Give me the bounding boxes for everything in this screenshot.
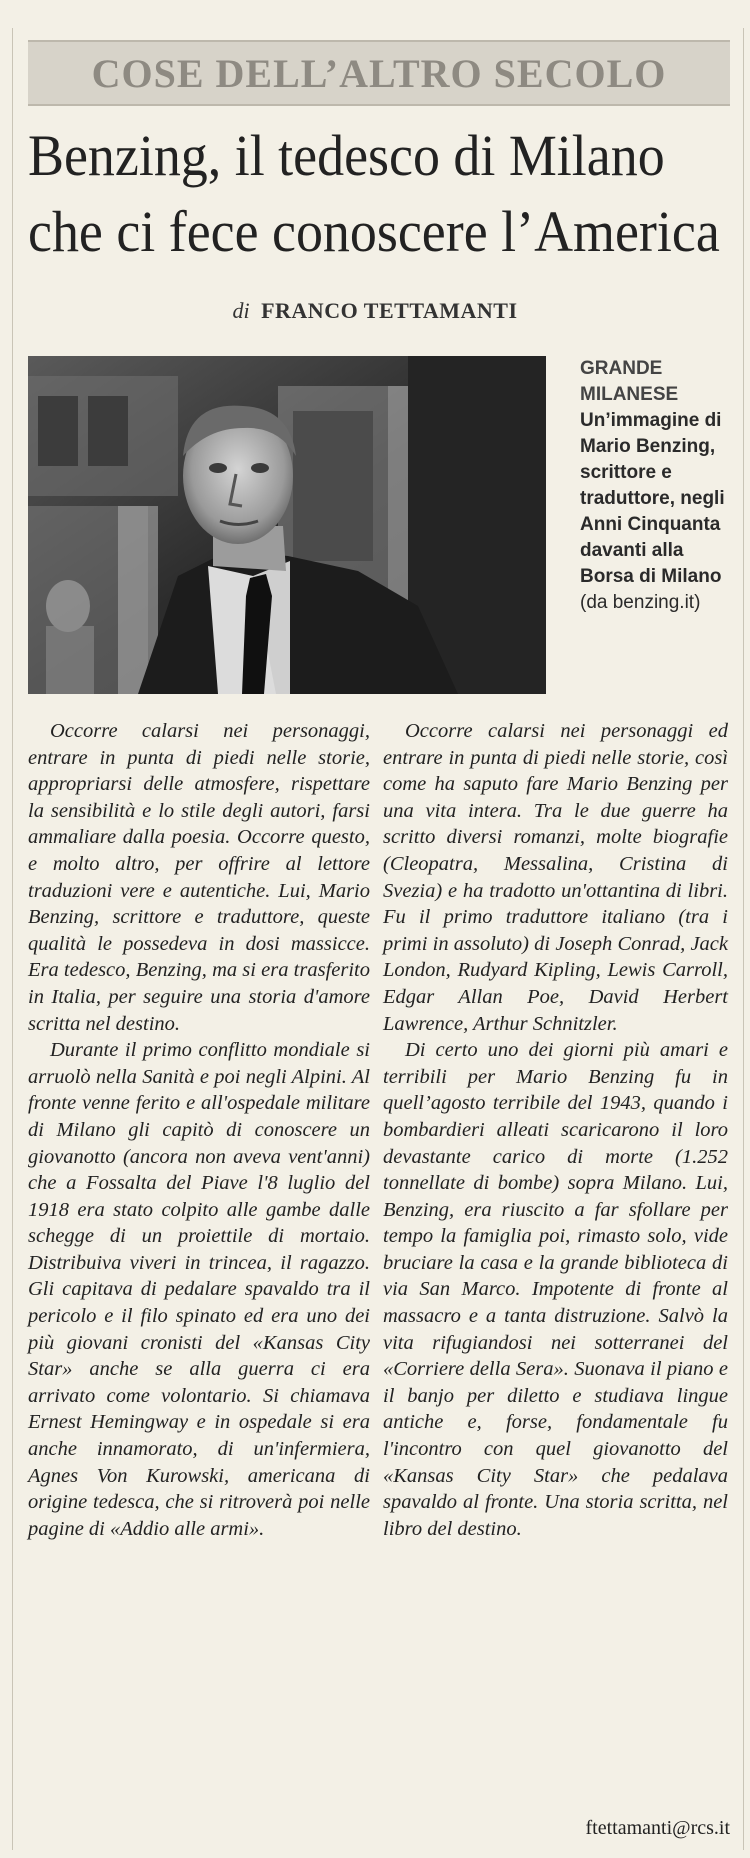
portrait-photo	[28, 356, 546, 694]
caption-title-line-1: GRANDE	[580, 358, 663, 379]
author-email: ftettamanti@rcs.it	[585, 1817, 730, 1839]
byline-prefix: di	[232, 298, 250, 323]
article-paragraph: Durante il primo conflitto mondiale si arruolò nella Sanità e poi negli Alpini. Al fronte venne ferito e all'ospedale militare di Milano gli capitò di conoscere un giovanotto (ancora non aveva vent'anni) che a Fossalta del Piave l'8 luglio del 1918 era stato colpito alle gambe dalle schegge di un proiettile di mortaio. Distribuiva viveri in trincea, il ragazzo. Gli capitava di pedalare spavaldo tra il pericolo e il filo spinato ed era uno dei più giovani cronisti del «Kansas City Star» anche se alla guerra ci era arrivato come volontario. Si chiamava Ernest Hemingway e in ospedale si era anche innamorato, di un'infermiera, Agnes Von Kurowski, americana di origine tedesca, che si ritroverà poi nelle pagine di «Addio alle armi».	[28, 1039, 370, 1540]
caption-body: Un’immagine di Mario Benzing, scrittore e traduttore, negli Anni Cinquanta davanti alla Borsa di Milano	[580, 410, 725, 587]
rubric-label: COSE DELL’ALTRO SECOLO	[91, 50, 667, 96]
portrait-photo-drawing	[28, 356, 546, 694]
article-paragraph: Occorre calarsi nei personaggi ed entrare in punta di piedi nelle storie, così come ha saputo fare Mario Benzing per una vita intera. Tra le due guerre ha scritto diversi romanzi, molte biografie (Cleopatra, Messalina, Cristina di Svezia) e ha tradotto un'ottantina di libri. Fu il primo traduttore italiano (tra i primi in assoluto) di Joseph Conrad, Jack London, Rudyard Kipling, Lewis Carroll, Edgar Allan Poe, David Herbert Lawrence, Arthur Schnitzler.	[383, 720, 728, 1035]
byline-author: FRANCO TETTAMANTI	[261, 298, 518, 323]
caption-credit: (da benzing.it)	[580, 592, 701, 613]
headline-line-2: che ci fece conoscere l’America	[28, 199, 720, 264]
photo-caption	[580, 356, 730, 616]
section-rubric	[28, 40, 730, 106]
caption-title-line-2: MILANESE	[580, 384, 679, 405]
article-column-left	[28, 718, 370, 1542]
headline-line-1: Benzing, il tedesco di Milano	[28, 123, 665, 188]
article-column-right	[383, 718, 728, 1542]
article-paragraph: Occorre calarsi nei personaggi, entrare in punta di piedi nelle storie, appropriarsi delle atmosfere, rispettare la sensibilità e lo stile degli autori, farsi ammaliare dalla poesia. Occorre questo, e molto altro, per offrire al lettore traduzioni vere e autentiche. Lui, Mario Benzing, scrittore e traduttore, queste qualità le possedeva in dosi massicce. Era tedesco, Benzing, ma si era trasferito in Italia, per seguire una storia d'amore scritta nel destino.	[28, 720, 370, 1035]
article-headline	[28, 118, 720, 270]
article-paragraph: Di certo uno dei giorni più amari e terribili per Mario Benzing fu in quell’agosto terribile del 1943, quando i bombardieri alleati scaricarono il loro devastante carico di morte (1.252 tonnellate di bombe) sopra Milano. Lui, Benzing, era riuscito a far sfollare per tempo la famiglia poi, rimasto solo, vide bruciare la casa e la grande biblioteca di via San Marco. Impotente di fronte al massacro e a tanta distruzione. Salvò la vita rifugiandosi nei sotterranei del «Corriere della Sera». Suonava il piano e il banjo per diletto e studiava lingue antiche e, forse, fondamentale fu l'incontro con quel giovanotto del «Kansas City Star» che pedalava spavaldo al fronte. Una storia scritta, nel libro del destino.	[383, 1039, 728, 1540]
byline	[0, 298, 750, 324]
